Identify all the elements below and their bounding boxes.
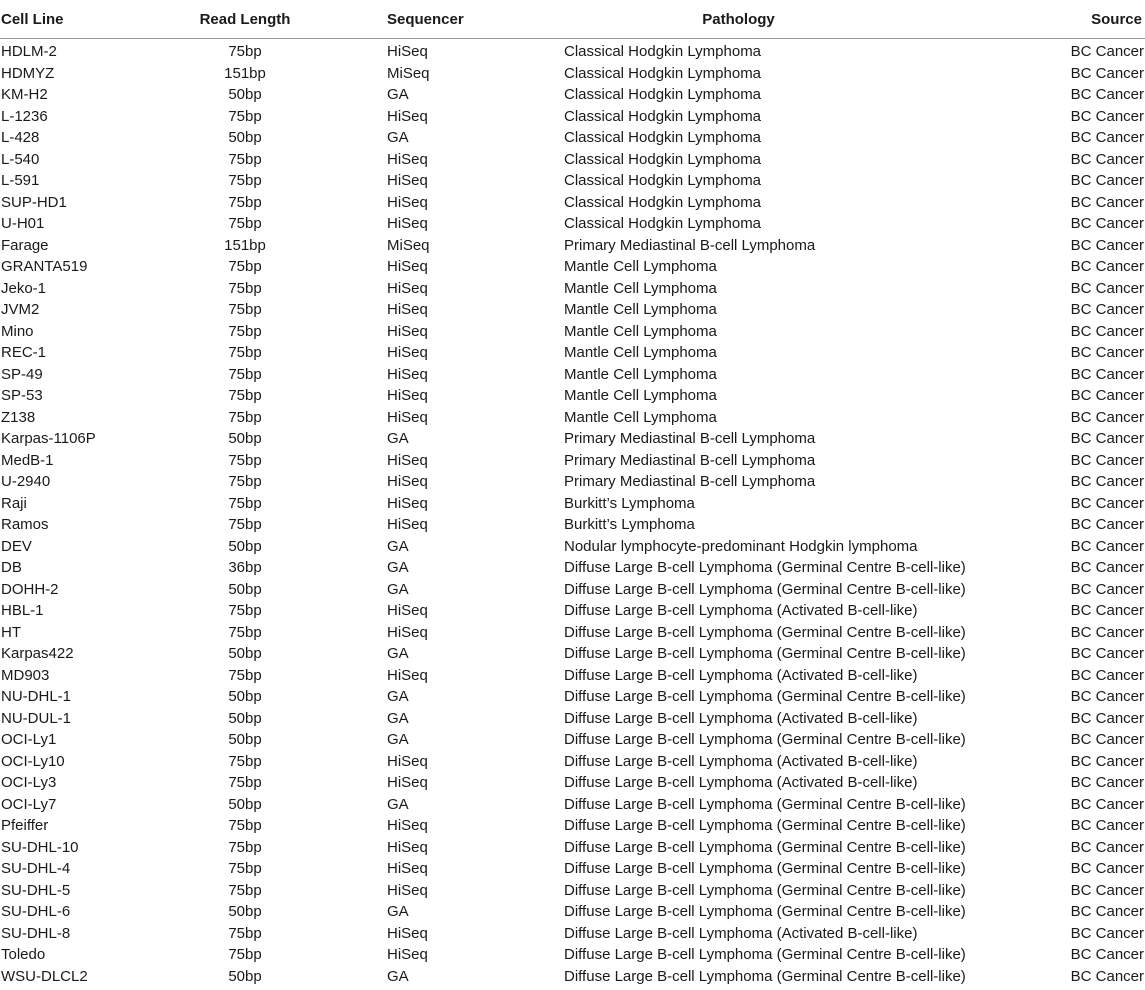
- table-row: [0, 63, 1145, 85]
- read-length-cell: 75bp: [228, 881, 262, 899]
- table-row: [0, 880, 1145, 902]
- header-pathology: Pathology: [501, 0, 913, 39]
- sequencer-cell: HiSeq: [387, 494, 428, 512]
- sequencer-cell: HiSeq: [387, 215, 428, 233]
- sequencer-cell: HiSeq: [387, 623, 428, 641]
- sequencer-cell: GA: [387, 430, 409, 448]
- pathology-cell: Mantle Cell Lymphoma: [564, 322, 717, 340]
- cell-line-cell: HBL-1: [1, 602, 44, 620]
- sequencer-cell: HiSeq: [387, 666, 428, 684]
- read-length-cell: 75bp: [228, 43, 262, 61]
- cell-line-cell: OCI-Ly10: [1, 752, 65, 770]
- cell-line-cell: OCI-Ly3: [1, 774, 57, 792]
- table-row: [0, 579, 1145, 601]
- table-row: [0, 127, 1145, 149]
- pathology-cell: Diffuse Large B-cell Lymphoma (Germinal Centre B-cell-like): [564, 645, 966, 663]
- sequencer-cell: HiSeq: [387, 860, 428, 878]
- sequencer-cell: GA: [387, 795, 409, 813]
- cell-line-cell: Pfeiffer: [1, 817, 49, 835]
- table-row: [0, 364, 1145, 386]
- pathology-cell: Diffuse Large B-cell Lymphoma (Germinal Centre B-cell-like): [564, 580, 966, 598]
- cell-line-cell: SU-DHL-5: [1, 881, 71, 899]
- cell-line-cell: Raji: [1, 494, 27, 512]
- table-row: [0, 450, 1145, 472]
- pathology-cell: Classical Hodgkin Lymphoma: [564, 43, 762, 61]
- read-length-cell: 75bp: [228, 494, 262, 512]
- table-row: [0, 944, 1145, 966]
- pathology-cell: Classical Hodgkin Lymphoma: [564, 64, 762, 82]
- header-source: Source: [913, 0, 1145, 39]
- pathology-cell: Mantle Cell Lymphoma: [564, 301, 717, 319]
- read-length-cell: 75bp: [228, 172, 262, 190]
- sequencer-cell: MiSeq: [387, 236, 430, 254]
- cell-line-cell: HDMYZ: [1, 64, 55, 82]
- pathology-cell: Diffuse Large B-cell Lymphoma (Germinal Centre B-cell-like): [564, 559, 966, 577]
- table-row: [0, 299, 1145, 321]
- sequencer-cell: HiSeq: [387, 150, 428, 168]
- sequencer-cell: HiSeq: [387, 881, 428, 899]
- table-row: [0, 342, 1145, 364]
- cell-line-cell: Jeko-1: [1, 279, 47, 297]
- source-cell: BC Cancer: [1070, 43, 1144, 61]
- table-row: [0, 213, 1145, 235]
- pathology-cell: Diffuse Large B-cell Lymphoma (Activated B-cell-like): [564, 602, 918, 620]
- source-cell: BC Cancer: [1070, 709, 1144, 727]
- sequencer-cell: HiSeq: [387, 279, 428, 297]
- pathology-cell: Mantle Cell Lymphoma: [564, 387, 717, 405]
- source-cell: BC Cancer: [1070, 301, 1144, 319]
- table-row: [0, 665, 1145, 687]
- source-cell: BC Cancer: [1070, 129, 1144, 147]
- table-row: [0, 106, 1145, 128]
- cell-line-cell: NU-DUL-1: [1, 709, 72, 727]
- sequencer-cell: HiSeq: [387, 838, 428, 856]
- source-cell: BC Cancer: [1070, 688, 1144, 706]
- source-cell: BC Cancer: [1070, 731, 1144, 749]
- sequencer-cell: HiSeq: [387, 387, 428, 405]
- source-cell: BC Cancer: [1070, 838, 1144, 856]
- cell-line-cell: DOHH-2: [1, 580, 59, 598]
- read-length-cell: 50bp: [228, 129, 262, 147]
- sequencer-cell: HiSeq: [387, 365, 428, 383]
- pathology-cell: Diffuse Large B-cell Lymphoma (Germinal Centre B-cell-like): [564, 817, 966, 835]
- cell-line-cell: MedB-1: [1, 451, 54, 469]
- cell-line-cell: SUP-HD1: [1, 193, 67, 211]
- cell-line-cell: HDLM-2: [1, 43, 57, 61]
- source-cell: BC Cancer: [1070, 967, 1144, 985]
- source-cell: BC Cancer: [1070, 602, 1144, 620]
- table-row: [0, 557, 1145, 579]
- sequencer-cell: HiSeq: [387, 451, 428, 469]
- pathology-cell: Diffuse Large B-cell Lymphoma (Germinal Centre B-cell-like): [564, 967, 966, 985]
- source-cell: BC Cancer: [1070, 258, 1144, 276]
- read-length-cell: 50bp: [228, 903, 262, 921]
- source-cell: BC Cancer: [1070, 365, 1144, 383]
- pathology-cell: Diffuse Large B-cell Lymphoma (Activated B-cell-like): [564, 709, 918, 727]
- table-row: [0, 407, 1145, 429]
- read-length-cell: 50bp: [228, 86, 262, 104]
- cell-line-cell: Z138: [1, 408, 36, 426]
- table-row: [0, 966, 1145, 988]
- pathology-cell: Diffuse Large B-cell Lymphoma (Germinal Centre B-cell-like): [564, 688, 966, 706]
- read-length-cell: 75bp: [228, 924, 262, 942]
- pathology-cell: Classical Hodgkin Lymphoma: [564, 129, 762, 147]
- pathology-cell: Diffuse Large B-cell Lymphoma (Germinal Centre B-cell-like): [564, 881, 966, 899]
- pathology-cell: Primary Mediastinal B-cell Lymphoma: [564, 430, 816, 448]
- source-cell: BC Cancer: [1070, 924, 1144, 942]
- read-length-cell: 75bp: [228, 215, 262, 233]
- pathology-cell: Burkitt’s Lymphoma: [564, 494, 695, 512]
- source-cell: BC Cancer: [1070, 559, 1144, 577]
- source-cell: BC Cancer: [1070, 172, 1144, 190]
- source-cell: BC Cancer: [1070, 795, 1144, 813]
- source-cell: BC Cancer: [1070, 623, 1144, 641]
- sequencer-cell: GA: [387, 731, 409, 749]
- read-length-cell: 75bp: [228, 473, 262, 491]
- read-length-cell: 75bp: [228, 774, 262, 792]
- sequencer-cell: GA: [387, 580, 409, 598]
- pathology-cell: Mantle Cell Lymphoma: [564, 258, 717, 276]
- table-row: [0, 170, 1145, 192]
- table-row: [0, 923, 1145, 945]
- cell-line-cell: Mino: [1, 322, 34, 340]
- pathology-cell: Classical Hodgkin Lymphoma: [564, 193, 762, 211]
- source-cell: BC Cancer: [1070, 881, 1144, 899]
- sequencer-cell: HiSeq: [387, 193, 428, 211]
- table-row: [0, 643, 1145, 665]
- read-length-cell: 50bp: [228, 731, 262, 749]
- sequencer-cell: HiSeq: [387, 43, 428, 61]
- read-length-cell: 75bp: [228, 451, 262, 469]
- pathology-cell: Diffuse Large B-cell Lymphoma (Activated B-cell-like): [564, 924, 918, 942]
- sequencer-cell: HiSeq: [387, 817, 428, 835]
- pathology-cell: Mantle Cell Lymphoma: [564, 344, 717, 362]
- sequencer-cell: GA: [387, 537, 409, 555]
- pathology-cell: Diffuse Large B-cell Lymphoma (Activated B-cell-like): [564, 666, 918, 684]
- cell-line-cell: SU-DHL-10: [1, 838, 79, 856]
- source-cell: BC Cancer: [1070, 645, 1144, 663]
- table-row: [0, 235, 1145, 257]
- sequencer-cell: GA: [387, 559, 409, 577]
- table-row: [0, 84, 1145, 106]
- read-length-cell: 75bp: [228, 279, 262, 297]
- sequencer-cell: HiSeq: [387, 344, 428, 362]
- read-length-cell: 75bp: [228, 150, 262, 168]
- read-length-cell: 75bp: [228, 408, 262, 426]
- cell-line-cell: L-1236: [1, 107, 48, 125]
- cell-line-cell: L-428: [1, 129, 40, 147]
- cell-line-cell: NU-DHL-1: [1, 688, 72, 706]
- cell-line-cell: SP-49: [1, 365, 43, 383]
- read-length-cell: 50bp: [228, 709, 262, 727]
- pathology-cell: Diffuse Large B-cell Lymphoma (Germinal Centre B-cell-like): [564, 838, 966, 856]
- source-cell: BC Cancer: [1070, 817, 1144, 835]
- table-row: [0, 837, 1145, 859]
- cell-line-cell: SP-53: [1, 387, 43, 405]
- pathology-cell: Mantle Cell Lymphoma: [564, 365, 717, 383]
- cell-line-cell: L-540: [1, 150, 40, 168]
- cell-line-cell: Farage: [1, 236, 49, 254]
- cell-line-cell: Karpas422: [1, 645, 74, 663]
- table-row: [0, 772, 1145, 794]
- table-row: [0, 858, 1145, 880]
- source-cell: BC Cancer: [1070, 86, 1144, 104]
- sequencer-cell: GA: [387, 129, 409, 147]
- table-row: [0, 901, 1145, 923]
- read-length-cell: 75bp: [228, 107, 262, 125]
- sequencer-cell: GA: [387, 967, 409, 985]
- table-row: [0, 622, 1145, 644]
- table-row: [0, 751, 1145, 773]
- sequencer-cell: HiSeq: [387, 516, 428, 534]
- pathology-cell: Diffuse Large B-cell Lymphoma (Germinal Centre B-cell-like): [564, 731, 966, 749]
- table-row: [0, 493, 1145, 515]
- read-length-cell: 50bp: [228, 645, 262, 663]
- read-length-cell: 75bp: [228, 193, 262, 211]
- cell-line-cell: SU-DHL-8: [1, 924, 71, 942]
- table-body: [0, 39, 1145, 988]
- pathology-cell: Classical Hodgkin Lymphoma: [564, 86, 762, 104]
- pathology-cell: Diffuse Large B-cell Lymphoma (Activated B-cell-like): [564, 774, 918, 792]
- sequencer-cell: HiSeq: [387, 774, 428, 792]
- pathology-cell: Mantle Cell Lymphoma: [564, 279, 717, 297]
- sequencer-cell: GA: [387, 688, 409, 706]
- source-cell: BC Cancer: [1070, 946, 1144, 964]
- source-cell: BC Cancer: [1070, 236, 1144, 254]
- read-length-cell: 50bp: [228, 537, 262, 555]
- cell-line-cell: KM-H2: [1, 86, 48, 104]
- table-row: [0, 149, 1145, 171]
- table-row: [0, 815, 1145, 837]
- source-cell: BC Cancer: [1070, 408, 1144, 426]
- read-length-cell: 75bp: [228, 666, 262, 684]
- source-cell: BC Cancer: [1070, 752, 1144, 770]
- cell-line-cell: OCI-Ly1: [1, 731, 57, 749]
- pathology-cell: Diffuse Large B-cell Lymphoma (Activated B-cell-like): [564, 752, 918, 770]
- source-cell: BC Cancer: [1070, 516, 1144, 534]
- source-cell: BC Cancer: [1070, 107, 1144, 125]
- table-row: [0, 686, 1145, 708]
- read-length-cell: 75bp: [228, 623, 262, 641]
- source-cell: BC Cancer: [1070, 473, 1144, 491]
- sequencer-cell: HiSeq: [387, 752, 428, 770]
- cell-line-cell: U-2940: [1, 473, 51, 491]
- header-sequencer: Sequencer: [325, 0, 501, 39]
- read-length-cell: 75bp: [228, 838, 262, 856]
- cell-line-cell: JVM2: [1, 301, 40, 319]
- table-row: [0, 536, 1145, 558]
- table-row: [0, 708, 1145, 730]
- sequencer-cell: HiSeq: [387, 924, 428, 942]
- read-length-cell: 50bp: [228, 430, 262, 448]
- sequencer-cell: HiSeq: [387, 473, 428, 491]
- source-cell: BC Cancer: [1070, 64, 1144, 82]
- pathology-cell: Classical Hodgkin Lymphoma: [564, 172, 762, 190]
- pathology-cell: Burkitt’s Lymphoma: [564, 516, 695, 534]
- cell-line-cell: Toledo: [1, 946, 46, 964]
- source-cell: BC Cancer: [1070, 451, 1144, 469]
- sequencer-cell: HiSeq: [387, 258, 428, 276]
- source-cell: BC Cancer: [1070, 774, 1144, 792]
- source-cell: BC Cancer: [1070, 903, 1144, 921]
- source-cell: BC Cancer: [1070, 860, 1144, 878]
- read-length-cell: 75bp: [228, 817, 262, 835]
- read-length-cell: 75bp: [228, 602, 262, 620]
- source-cell: BC Cancer: [1070, 344, 1144, 362]
- source-cell: BC Cancer: [1070, 580, 1144, 598]
- read-length-cell: 36bp: [228, 559, 262, 577]
- read-length-cell: 75bp: [228, 946, 262, 964]
- pathology-cell: Diffuse Large B-cell Lymphoma (Germinal Centre B-cell-like): [564, 623, 966, 641]
- source-cell: BC Cancer: [1070, 215, 1144, 233]
- table-row: [0, 256, 1145, 278]
- pathology-cell: Diffuse Large B-cell Lymphoma (Germinal Centre B-cell-like): [564, 860, 966, 878]
- read-length-cell: 75bp: [228, 301, 262, 319]
- source-cell: BC Cancer: [1070, 430, 1144, 448]
- cell-line-cell: SU-DHL-6: [1, 903, 71, 921]
- table-row: [0, 794, 1145, 816]
- read-length-cell: 75bp: [228, 860, 262, 878]
- sequencer-cell: HiSeq: [387, 301, 428, 319]
- pathology-cell: Primary Mediastinal B-cell Lymphoma: [564, 451, 816, 469]
- read-length-cell: 75bp: [228, 344, 262, 362]
- read-length-cell: 50bp: [228, 688, 262, 706]
- pathology-cell: Nodular lymphocyte-predominant Hodgkin lymphoma: [564, 537, 918, 555]
- cell-line-cell: HT: [1, 623, 21, 641]
- source-cell: BC Cancer: [1070, 494, 1144, 512]
- cell-line-cell: MD903: [1, 666, 50, 684]
- sequencer-cell: MiSeq: [387, 64, 430, 82]
- sequencer-cell: HiSeq: [387, 172, 428, 190]
- table-row: [0, 192, 1145, 214]
- sequencer-cell: HiSeq: [387, 107, 428, 125]
- pathology-cell: Diffuse Large B-cell Lymphoma (Germinal Centre B-cell-like): [564, 903, 966, 921]
- read-length-cell: 75bp: [228, 322, 262, 340]
- source-cell: BC Cancer: [1070, 322, 1144, 340]
- cell-line-cell: OCI-Ly7: [1, 795, 57, 813]
- sequencer-cell: HiSeq: [387, 602, 428, 620]
- pathology-cell: Diffuse Large B-cell Lymphoma (Germinal Centre B-cell-like): [564, 946, 966, 964]
- read-length-cell: 151bp: [224, 236, 266, 254]
- table-row: [0, 514, 1145, 536]
- table-row: [0, 39, 1145, 63]
- source-cell: BC Cancer: [1070, 279, 1144, 297]
- pathology-cell: Mantle Cell Lymphoma: [564, 408, 717, 426]
- table-row: [0, 321, 1145, 343]
- cell-line-cell: L-591: [1, 172, 40, 190]
- read-length-cell: 50bp: [228, 580, 262, 598]
- pathology-cell: Classical Hodgkin Lymphoma: [564, 150, 762, 168]
- table-row: [0, 428, 1145, 450]
- sequencer-cell: GA: [387, 86, 409, 104]
- source-cell: BC Cancer: [1070, 150, 1144, 168]
- cell-line-cell: DB: [1, 559, 22, 577]
- table-row: [0, 385, 1145, 407]
- sequencer-cell: HiSeq: [387, 322, 428, 340]
- cell-line-cell: U-H01: [1, 215, 45, 233]
- read-length-cell: 75bp: [228, 387, 262, 405]
- pathology-cell: Diffuse Large B-cell Lymphoma (Germinal Centre B-cell-like): [564, 795, 966, 813]
- sequencer-cell: GA: [387, 645, 409, 663]
- read-length-cell: 50bp: [228, 967, 262, 985]
- read-length-cell: 50bp: [228, 795, 262, 813]
- sequencer-cell: HiSeq: [387, 946, 428, 964]
- read-length-cell: 75bp: [228, 516, 262, 534]
- cell-line-cell: WSU-DLCL2: [1, 967, 88, 985]
- pathology-cell: Classical Hodgkin Lymphoma: [564, 107, 762, 125]
- cell-line-cell: Ramos: [1, 516, 49, 534]
- table-row: [0, 471, 1145, 493]
- read-length-cell: 151bp: [224, 64, 266, 82]
- table-row: [0, 729, 1145, 751]
- sequencer-cell: GA: [387, 903, 409, 921]
- pathology-cell: Primary Mediastinal B-cell Lymphoma: [564, 236, 816, 254]
- cell-line-cell: REC-1: [1, 344, 47, 362]
- source-cell: BC Cancer: [1070, 193, 1144, 211]
- table-row: [0, 278, 1145, 300]
- header-cell-line: Cell Line: [0, 0, 165, 39]
- read-length-cell: 75bp: [228, 752, 262, 770]
- source-cell: BC Cancer: [1070, 537, 1144, 555]
- source-cell: BC Cancer: [1070, 666, 1144, 684]
- table-header: [0, 0, 1145, 39]
- cell-line-cell: Karpas-1106P: [1, 430, 96, 448]
- pathology-cell: Primary Mediastinal B-cell Lymphoma: [564, 473, 816, 491]
- pathology-cell: Classical Hodgkin Lymphoma: [564, 215, 762, 233]
- cell-line-cell: DEV: [1, 537, 32, 555]
- sequencer-cell: GA: [387, 709, 409, 727]
- table-row: [0, 600, 1145, 622]
- header-read-length: Read Length: [165, 0, 325, 39]
- sequencer-cell: HiSeq: [387, 408, 428, 426]
- read-length-cell: 75bp: [228, 365, 262, 383]
- source-cell: BC Cancer: [1070, 387, 1144, 405]
- read-length-cell: 75bp: [228, 258, 262, 276]
- header-row: [0, 0, 1145, 39]
- cell-line-cell: SU-DHL-4: [1, 860, 71, 878]
- cell-line-cell: GRANTA519: [1, 258, 88, 276]
